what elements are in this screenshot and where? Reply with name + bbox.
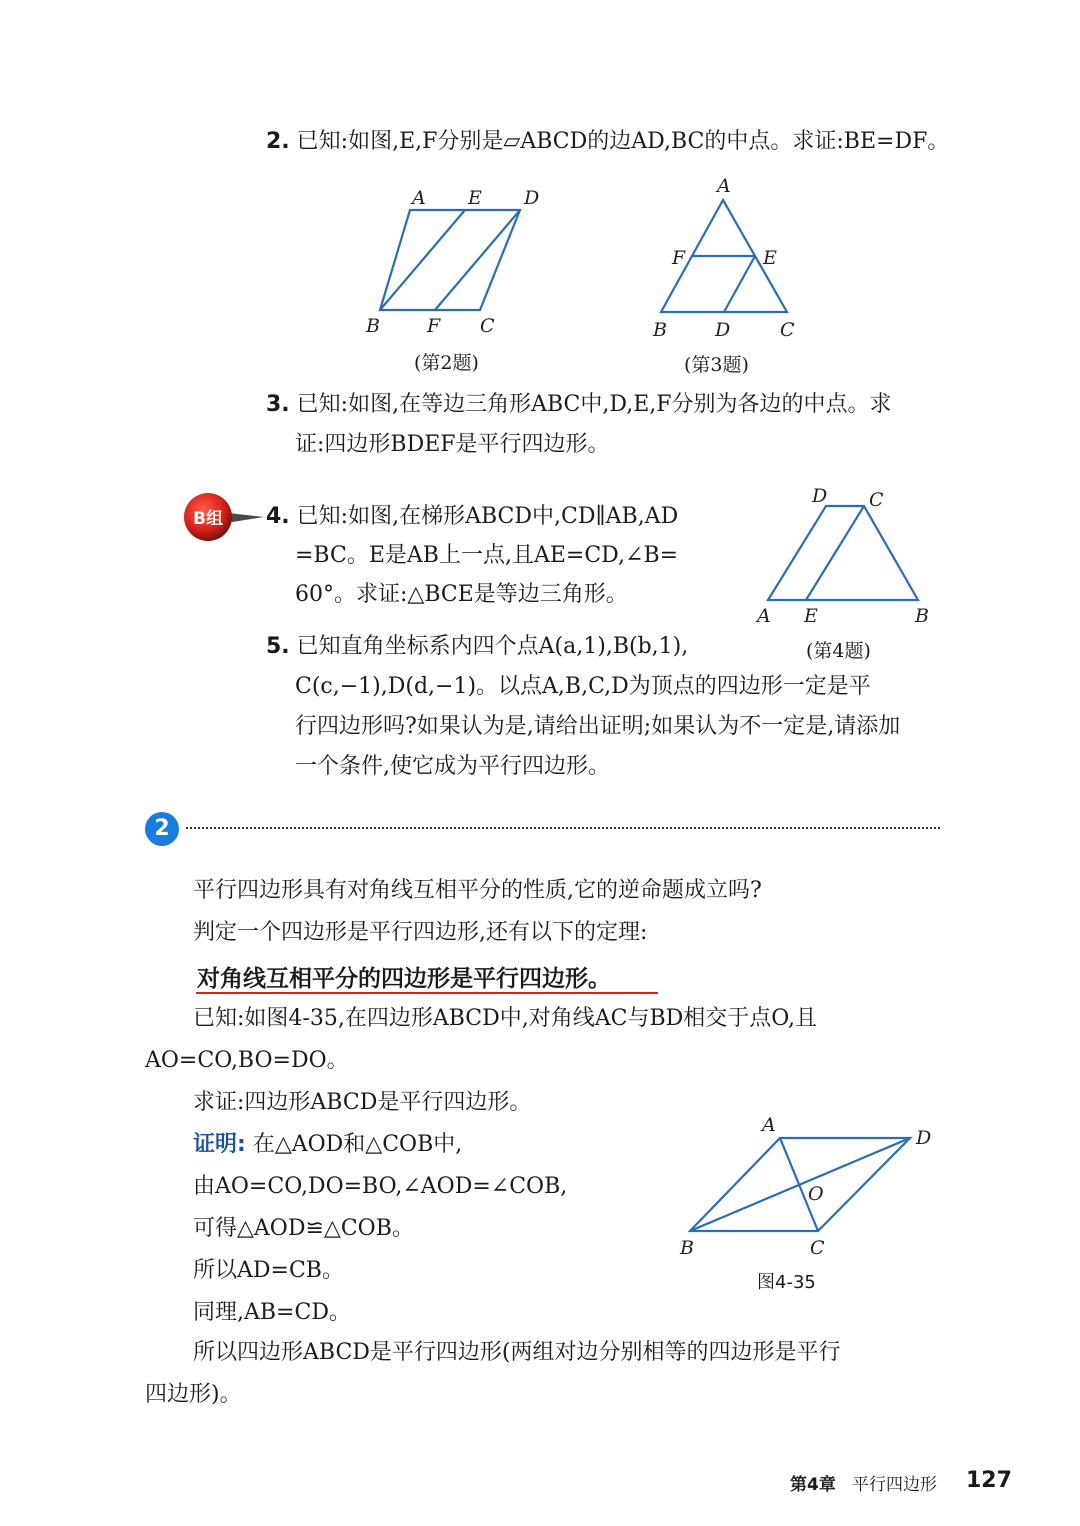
- problem-number: 5.: [266, 634, 290, 659]
- label-b: B: [915, 605, 929, 627]
- problem-3-line-1: [266, 390, 892, 420]
- label-d: D: [715, 319, 731, 341]
- label-a: A: [757, 605, 771, 627]
- segment-be: [380, 210, 465, 310]
- label-f: F: [427, 315, 441, 337]
- problem-3-line-2: 证:四边形BDEF是平行四边形。: [295, 432, 610, 457]
- problem-text: 已知:如图,在等边三角形ABC中,D,E,F分别为各边的中点。求: [296, 392, 892, 417]
- figure-caption-3: (第3题): [684, 354, 749, 376]
- label-b: B: [366, 315, 380, 337]
- problem-number: 2.: [266, 129, 290, 154]
- proof-text: 在△AOD和△COB中,: [252, 1132, 463, 1157]
- prove-statement: 求证:四边形ABCD是平行四边形。: [193, 1090, 532, 1115]
- label-c: C: [810, 1237, 825, 1259]
- segment-ce: [806, 506, 864, 600]
- trapezoid-abcd: [768, 506, 918, 600]
- chapter-number: 第4章: [790, 1475, 836, 1495]
- intro-line-2: 判定一个四边形是平行四边形,还有以下的定理:: [193, 920, 648, 945]
- parallelogram-abcd: [380, 210, 520, 310]
- problem-5-line-3: 行四边形吗?如果认为是,请给出证明;如果认为不一定是,请添加: [295, 714, 901, 739]
- given-line-1: 已知:如图4-35,在四边形ABCD中,对角线AC与BD相交于点O,且: [193, 1006, 818, 1031]
- label-d: D: [916, 1127, 932, 1149]
- label-d: D: [812, 485, 828, 507]
- theorem-statement: 对角线互相平分的四边形是平行四边形。: [197, 966, 611, 992]
- figure-problem-3: [645, 172, 815, 347]
- group-b-badge: [180, 490, 270, 544]
- page-number: 127: [966, 1468, 1012, 1493]
- figure-problem-4: [748, 482, 943, 630]
- badge-label: B组: [193, 509, 223, 529]
- label-e: E: [804, 605, 818, 627]
- proof-line-1: [193, 1130, 462, 1160]
- label-f: F: [672, 247, 686, 269]
- problem-number: 4.: [266, 504, 290, 529]
- intro-line-1: 平行四边形具有对角线互相平分的性质,它的逆命题成立吗?: [193, 878, 762, 903]
- problem-text: 已知:如图,在梯形ABCD中,CD∥AB,AD: [296, 504, 679, 529]
- theorem-underline: [196, 992, 658, 994]
- proof-line-2: 由AO=CO,DO=BO,∠AOD=∠COB,: [193, 1174, 568, 1199]
- given-line-2: AO=CO,BO=DO。: [145, 1048, 349, 1073]
- segment-ed: [724, 256, 755, 312]
- label-e: E: [468, 187, 482, 209]
- label-e: E: [763, 247, 777, 269]
- figure-caption-4: (第4题): [806, 640, 871, 662]
- proof-line-5: 同理,AB=CD。: [193, 1300, 351, 1325]
- problem-text: 已知直角坐标系内四个点A(a,1),B(b,1),: [296, 634, 689, 659]
- figure-caption-2: (第2题): [414, 352, 479, 374]
- problem-2: [266, 127, 949, 157]
- segment-df: [435, 210, 520, 310]
- proof-line-4: 所以AD=CB。: [193, 1258, 344, 1283]
- figure-caption-4-35: 图4-35: [757, 1272, 816, 1293]
- label-c: C: [480, 315, 495, 337]
- problem-number: 3.: [266, 392, 290, 417]
- problem-4-line-3: 60°。求证:△BCE是等边三角形。: [295, 582, 628, 607]
- label-d: D: [524, 187, 540, 209]
- label-a: A: [762, 1114, 776, 1136]
- problem-5-line-4: 一个条件,使它成为平行四边形。: [295, 754, 610, 779]
- problem-text: 已知:如图,E,F分别是▱ABCD的边AD,BC的中点。求证:BE=DF。: [296, 129, 950, 154]
- diagonal-bd: [690, 1138, 910, 1231]
- figure-problem-2: [360, 180, 560, 345]
- problem-4-line-1: [266, 502, 678, 532]
- figure-4-35: [670, 1110, 950, 1260]
- problem-5-line-2: C(c,−1),D(d,−1)。以点A,B,C,D为顶点的四边形一定是平: [295, 674, 871, 699]
- section-number-badge: 2: [145, 812, 179, 846]
- label-a: A: [412, 187, 426, 209]
- section-divider: [186, 827, 940, 829]
- problem-5-line-1: [266, 632, 688, 662]
- label-b: B: [680, 1237, 694, 1259]
- chapter-title: 平行四边形: [852, 1475, 937, 1495]
- problem-4-line-2: =BC。E是AB上一点,且AE=CD,∠B=: [295, 543, 679, 568]
- proof-label: 证明:: [193, 1132, 246, 1157]
- label-c: C: [780, 319, 795, 341]
- conclusion-line-2: 四边形)。: [145, 1382, 242, 1407]
- label-a: A: [717, 175, 731, 197]
- proof-line-3: 可得△AOD≌△COB。: [193, 1216, 414, 1241]
- label-b: B: [653, 319, 667, 341]
- conclusion-line-1: 所以四边形ABCD是平行四边形(两组对边分别相等的四边形是平行: [193, 1340, 841, 1365]
- label-c: C: [869, 489, 884, 511]
- label-o: O: [808, 1183, 824, 1205]
